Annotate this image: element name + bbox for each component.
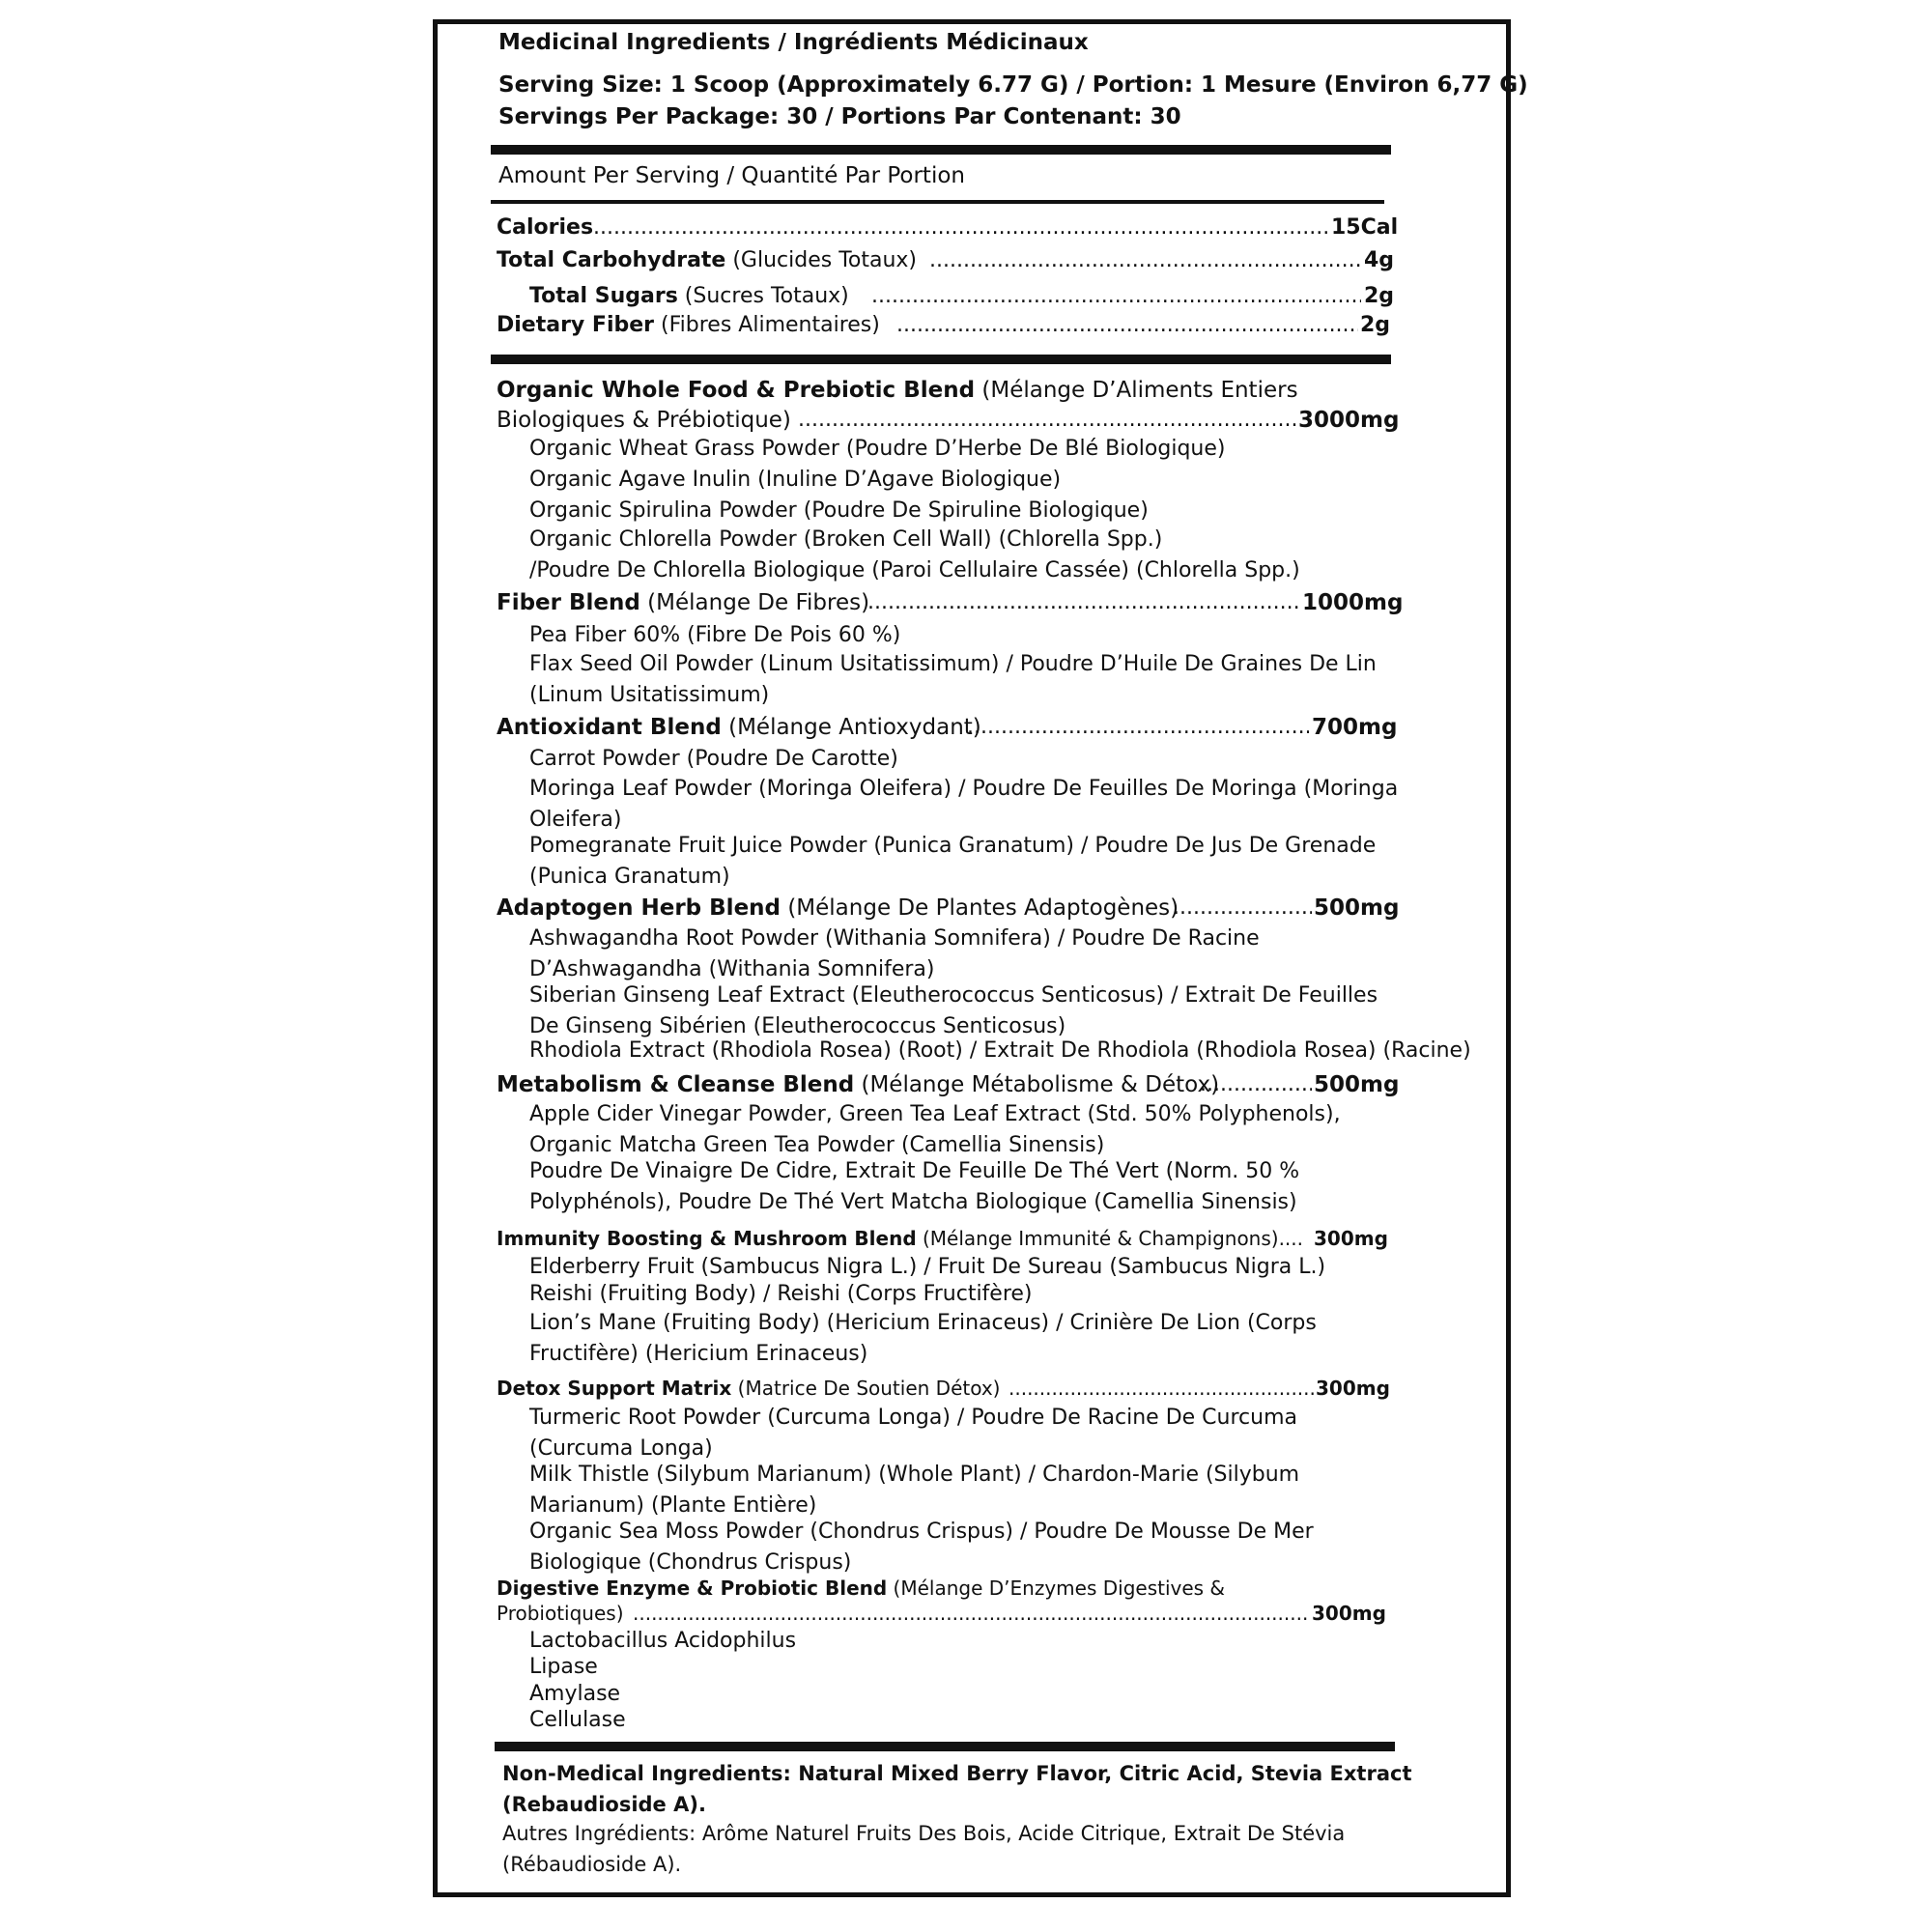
blend-amount: 3000mg [1298,408,1400,433]
ingredient-line: Oleifera) [529,808,622,832]
blend-whole-food-line2: Biologiques & Prébiotique) [497,408,791,433]
ingredient-line: Organic Sea Moss Powder (Chondrus Crispus) / Poudre De Mousse De Mer [529,1520,1314,1544]
ingredient-line: Biologique (Chondrus Crispus) [529,1550,852,1575]
ingredient-line: Elderberry Fruit (Sambucus Nigra L.) / Fruit De Sureau (Sambucus Nigra L.) [529,1255,1326,1279]
blend-name: Fiber Blend [497,590,640,615]
blend-fr: (Mélange De Plantes Adaptogènes) [781,895,1179,921]
ingredient-line: Flax Seed Oil Powder (Linum Usitatissimum) / Poudre D’Huile De Graines De Lin [529,652,1377,676]
leader-dots [1173,895,1312,922]
blend-whole-food-heading [497,377,1298,404]
blend-digestive-heading [497,1575,1225,1602]
ingredient-line: Lion’s Mane (Fruiting Body) (Hericium Erinaceus) / Crinière De Lion (Corps [529,1311,1317,1335]
ingredient-line: Cellulase [529,1708,626,1732]
blend-fr: (Mélange D’Enzymes Digestives & [887,1577,1226,1600]
amount-per-serving: Amount Per Serving / Quantité Par Portion [498,163,965,188]
ingredient-line: Rhodiola Extract (Rhodiola Rosea) (Root) / Extrait De Rhodiola (Rhodiola Rosea) (Racine) [529,1038,1471,1063]
non-medical-ingredients-cont: (Rebaudioside A). [502,1793,706,1816]
nutrient-name: Calories [497,215,594,240]
other-ingredients-cont: (Rébaudioside A). [502,1853,682,1876]
leader-dots [633,1600,1309,1627]
leader-dots [798,407,1296,434]
blend-name: Digestive Enzyme & Probiotic Blend [497,1577,888,1600]
ingredient-line: D’Ashwagandha (Withania Somnifera) [529,957,935,981]
ingredient-line: /Poudre De Chlorella Biologique (Paroi Cellulaire Cassée) (Chlorella Spp.) [529,558,1300,582]
ingredient-line: Pomegranate Fruit Juice Powder (Punica Granatum) / Poudre De Jus De Grenade [529,834,1377,858]
ingredient-line: Organic Matcha Green Tea Powder (Camellia Sinensis) [529,1133,1105,1157]
ingredient-line: Poudre De Vinaigre De Cidre, Extrait De Feuille De Thé Vert (Norm. 50 % [529,1159,1300,1183]
non-medical-ingredients: Non-Medical Ingredients: Natural Mixed Berry Flavor, Citric Acid, Stevia Extract [502,1762,1412,1785]
ingredient-line: Ashwagandha Root Powder (Withania Somnifera) / Poudre De Racine [529,926,1260,951]
blend-amount: 300mg [1314,1227,1388,1250]
blend-amount: 300mg [1316,1377,1390,1400]
ingredient-line: Polyphénols), Poudre De Thé Vert Matcha Biologique (Camellia Sinensis) [529,1190,1297,1214]
blend-fr: (Mélange Immunité & Champignons).... [916,1227,1304,1250]
leader-dots [896,312,1358,339]
ingredient-line: Apple Cider Vinegar Powder, Green Tea Leaf Extract (Std. 50% Polyphenols), [529,1102,1341,1126]
ingredient-line: Lactobacillus Acidophilus [529,1629,797,1653]
ingredient-line: Organic Wheat Grass Powder (Poudre D’Herbe De Blé Biologique) [529,437,1226,461]
ingredient-line: (Linum Usitatissimum) [529,683,770,707]
nutrient-fiber [497,312,880,339]
ingredient-line: Reishi (Fruiting Body) / Reishi (Corps Fructifère) [529,1282,1033,1306]
blend-amount: 500mg [1314,895,1400,921]
thin-divider [491,200,1384,204]
blend-amount: 500mg [1314,1072,1400,1097]
blend-digestive-line2: Probiotiques) [497,1602,624,1625]
ingredient-line: Organic Chlorella Powder (Broken Cell Wall) (Chlorella Spp.) [529,527,1163,552]
nutrient-fr: (Glucides Totaux) [725,248,918,272]
ingredient-line: Organic Spirulina Powder (Poudre De Spiruline Biologique) [529,498,1149,523]
nutrient-fr: (Fibres Alimentaires) [654,313,880,337]
leader-dots [871,283,1361,310]
ingredient-line: (Punica Granatum) [529,865,730,889]
blend-fiber-heading [497,589,869,616]
blend-name: Detox Support Matrix [497,1377,732,1400]
ingredient-line: Marianum) (Plante Entière) [529,1493,817,1518]
leader-dots [1200,1071,1312,1098]
blend-adaptogen-heading [497,895,1179,922]
ingredient-line: Amylase [529,1682,621,1706]
ingredient-line: Siberian Ginseng Leaf Extract (Eleutherococcus Senticosus) / Extrait De Feuilles [529,983,1378,1008]
thick-divider [491,355,1391,364]
leader-dots [967,714,1309,741]
blend-name: Metabolism & Cleanse Blend [497,1072,855,1097]
blend-name: Organic Whole Food & Prebiotic Blend [497,378,976,403]
nutrient-sugars [529,283,849,310]
blend-amount: 700mg [1312,715,1398,740]
blend-detox-heading [497,1375,1000,1402]
blend-amount: 1000mg [1302,590,1404,615]
ingredient-line: Carrot Powder (Poudre De Carotte) [529,747,898,771]
leader-dots [593,214,1327,242]
serving-size: Serving Size: 1 Scoop (Approximately 6.77 G) / Portion: 1 Mesure (Environ 6,77 G) [498,72,1528,98]
nutrient-amount: 15Cal [1331,215,1399,240]
nutrient-calories [497,214,593,242]
blend-fr: (Mélange Métabolisme & Détox) [854,1072,1220,1097]
leader-dots [867,589,1300,616]
ingredient-line: Milk Thistle (Silybum Marianum) (Whole Plant) / Chardon-Marie (Silybum [529,1463,1300,1487]
leader-dots [1009,1375,1314,1402]
ingredient-line: (Curcuma Longa) [529,1436,713,1461]
nutrient-name: Dietary Fiber [497,313,655,337]
label-title: Medicinal Ingredients / Ingrédients Médicinaux [498,30,1089,55]
blend-fr: (Mélange D’Aliments Entiers [975,378,1298,403]
ingredient-line: Turmeric Root Powder (Curcuma Longa) / Poudre De Racine De Curcuma [529,1406,1297,1430]
nutrient-amount: 4g [1364,248,1395,272]
nutrient-amount: 2g [1360,313,1391,337]
nutrient-amount: 2g [1364,284,1395,308]
blend-metabolism-heading [497,1071,1219,1098]
blend-fr: (Mélange Antioxydant) [721,715,981,740]
ingredient-line: Organic Agave Inulin (Inuline D’Agave Biologique) [529,468,1062,492]
nutrient-carbs [497,247,917,274]
blend-amount: 300mg [1312,1602,1386,1625]
blend-fr: (Mélange De Fibres) [639,590,870,615]
ingredient-line: Moringa Leaf Powder (Moringa Oleifera) / Poudre De Feuilles De Moringa (Moringa [529,777,1399,801]
nutrient-fr: (Sucres Totaux) [677,284,849,308]
thick-divider [491,145,1391,155]
other-ingredients: Autres Ingrédients: Arôme Naturel Fruits Des Bois, Acide Citrique, Extrait De Stévia [502,1822,1346,1845]
blend-name: Immunity Boosting & Mushroom Blend [497,1227,917,1250]
nutrient-name: Total Sugars [529,284,678,308]
blend-name: Antioxidant Blend [497,715,722,740]
blend-name: Adaptogen Herb Blend [497,895,781,921]
ingredient-line: Pea Fiber 60% (Fibre De Pois 60 %) [529,623,901,647]
servings-per-package: Servings Per Package: 30 / Portions Par Contenant: 30 [498,104,1181,129]
blend-antioxidant-heading [497,714,981,741]
nutrient-name: Total Carbohydrate [497,248,726,272]
ingredient-line: Lipase [529,1655,598,1679]
ingredient-line: De Ginseng Sibérien (Eleutherococcus Senticosus) [529,1014,1066,1038]
thick-divider [495,1742,1395,1751]
blend-fr: (Matrice De Soutien Détox) [731,1377,1001,1400]
blend-immunity-heading [497,1225,1303,1252]
ingredient-line: Fructifère) (Hericium Erinaceus) [529,1342,868,1366]
leader-dots [929,247,1361,274]
